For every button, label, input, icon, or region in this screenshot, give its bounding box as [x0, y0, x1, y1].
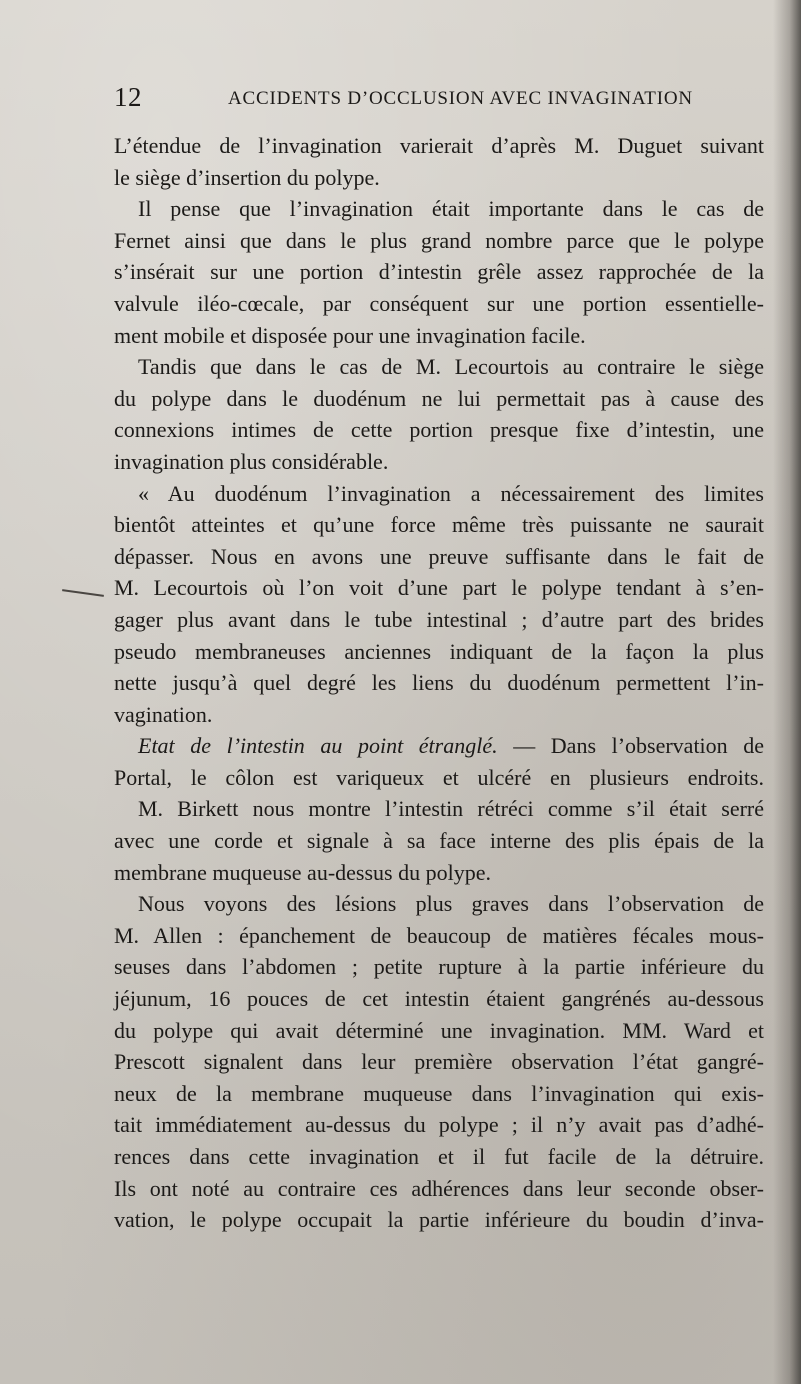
text-line: avec une corde et signale à sa face interne des plis épais de la	[114, 828, 764, 854]
text-line: dépasser. Nous en avons une preuve suffisante dans le fait de	[114, 543, 764, 569]
text-line: neux de la membrane muqueuse dans l’invagination qui exis-	[114, 1080, 764, 1106]
text-line: Fernet ainsi que dans le plus grand nombre parce que le polype	[114, 227, 764, 253]
text-line: membrane muqueuse au-dessus du polype.	[114, 859, 491, 885]
italic-heading: Etat de l’intestin au point étranglé.	[138, 733, 498, 759]
page-number: 12	[114, 82, 142, 112]
margin-pencil-mark	[62, 589, 104, 597]
page-header	[114, 82, 693, 112]
text-line: Ils ont noté au contraire ces adhérences dans leur seconde obser-	[114, 1175, 764, 1201]
text-line: M. Allen : épanchement de beaucoup de matières fécales mous-	[114, 922, 764, 948]
text-line: Portal, le côlon est variqueux et ulcéré en plusieurs endroits.	[114, 764, 764, 790]
text-line: bientôt atteintes et qu’une force même très puissante ne saurait	[114, 512, 764, 538]
page-edge-shadow	[773, 0, 801, 1384]
text-line: jéjunum, 16 pouces de cet intestin étaient gangrénés au-dessous	[114, 986, 764, 1012]
text-line-with-heading	[114, 730, 764, 762]
text-line: gager plus avant dans le tube intestinal ; d’autre part des brides	[114, 606, 764, 632]
heading-continuation: — Dans l’observation de	[513, 733, 765, 759]
text-line: vation, le polype occupait la partie inférieure du boudin d’inva-	[114, 1207, 764, 1233]
text-line: L’étendue de l’invagination varierait d’après M. Duguet suivant	[114, 133, 764, 158]
text-line: Il pense que l’invagination était importante dans le cas de	[138, 196, 764, 222]
text-line: « Au duodénum l’invagination a nécessairement des limites	[138, 480, 764, 506]
text-line: vagination.	[114, 701, 213, 727]
text-line: invagination plus considérable.	[114, 448, 389, 474]
text-line: seuses dans l’abdomen ; petite rupture à la partie inférieure du	[114, 954, 764, 980]
text-line: Prescott signalent dans leur première observation l’état gangré-	[114, 1049, 764, 1075]
text-line: rences dans cette invagination et il fut facile de la détruire.	[114, 1144, 764, 1169]
running-title: ACCIDENTS D’OCCLUSION AVEC INVAGINATION	[228, 88, 693, 109]
text-line: nette jusqu’à quel degré les liens du duodénum permettent l’in-	[114, 670, 764, 696]
text-line: pseudo membraneuses anciennes indiquant de la façon la plus	[114, 638, 764, 664]
text-line: valvule iléo-cœcale, par conséquent sur une portion essentielle-	[114, 290, 764, 316]
text-line: connexions intimes de cette portion presque fixe d’intestin, une	[114, 417, 764, 443]
text-line: ment mobile et disposée pour une invagination facile.	[114, 322, 586, 348]
body-text	[114, 130, 764, 1236]
text-line: s’insérait sur une portion d’intestin grêle assez rapprochée de la	[114, 259, 764, 285]
text-line: M. Lecourtois où l’on voit d’une part le polype tendant à s’en-	[114, 575, 764, 601]
text-line: du polype dans le duodénum ne lui permettait pas à cause des	[114, 385, 764, 411]
text-line: Tandis que dans le cas de M. Lecourtois au contraire le siège	[138, 354, 764, 380]
text-line: le siège d’insertion du polype.	[114, 164, 380, 190]
text-line: M. Birkett nous montre l’intestin rétréci comme s’il était serré	[138, 796, 764, 822]
text-line: Nous voyons des lésions plus graves dans l’observation de	[138, 891, 764, 917]
text-line: du polype qui avait déterminé une invagination. MM. Ward et	[114, 1017, 764, 1043]
text-line: tait immédiatement au-dessus du polype ; il n’y avait pas d’adhé-	[114, 1112, 764, 1138]
